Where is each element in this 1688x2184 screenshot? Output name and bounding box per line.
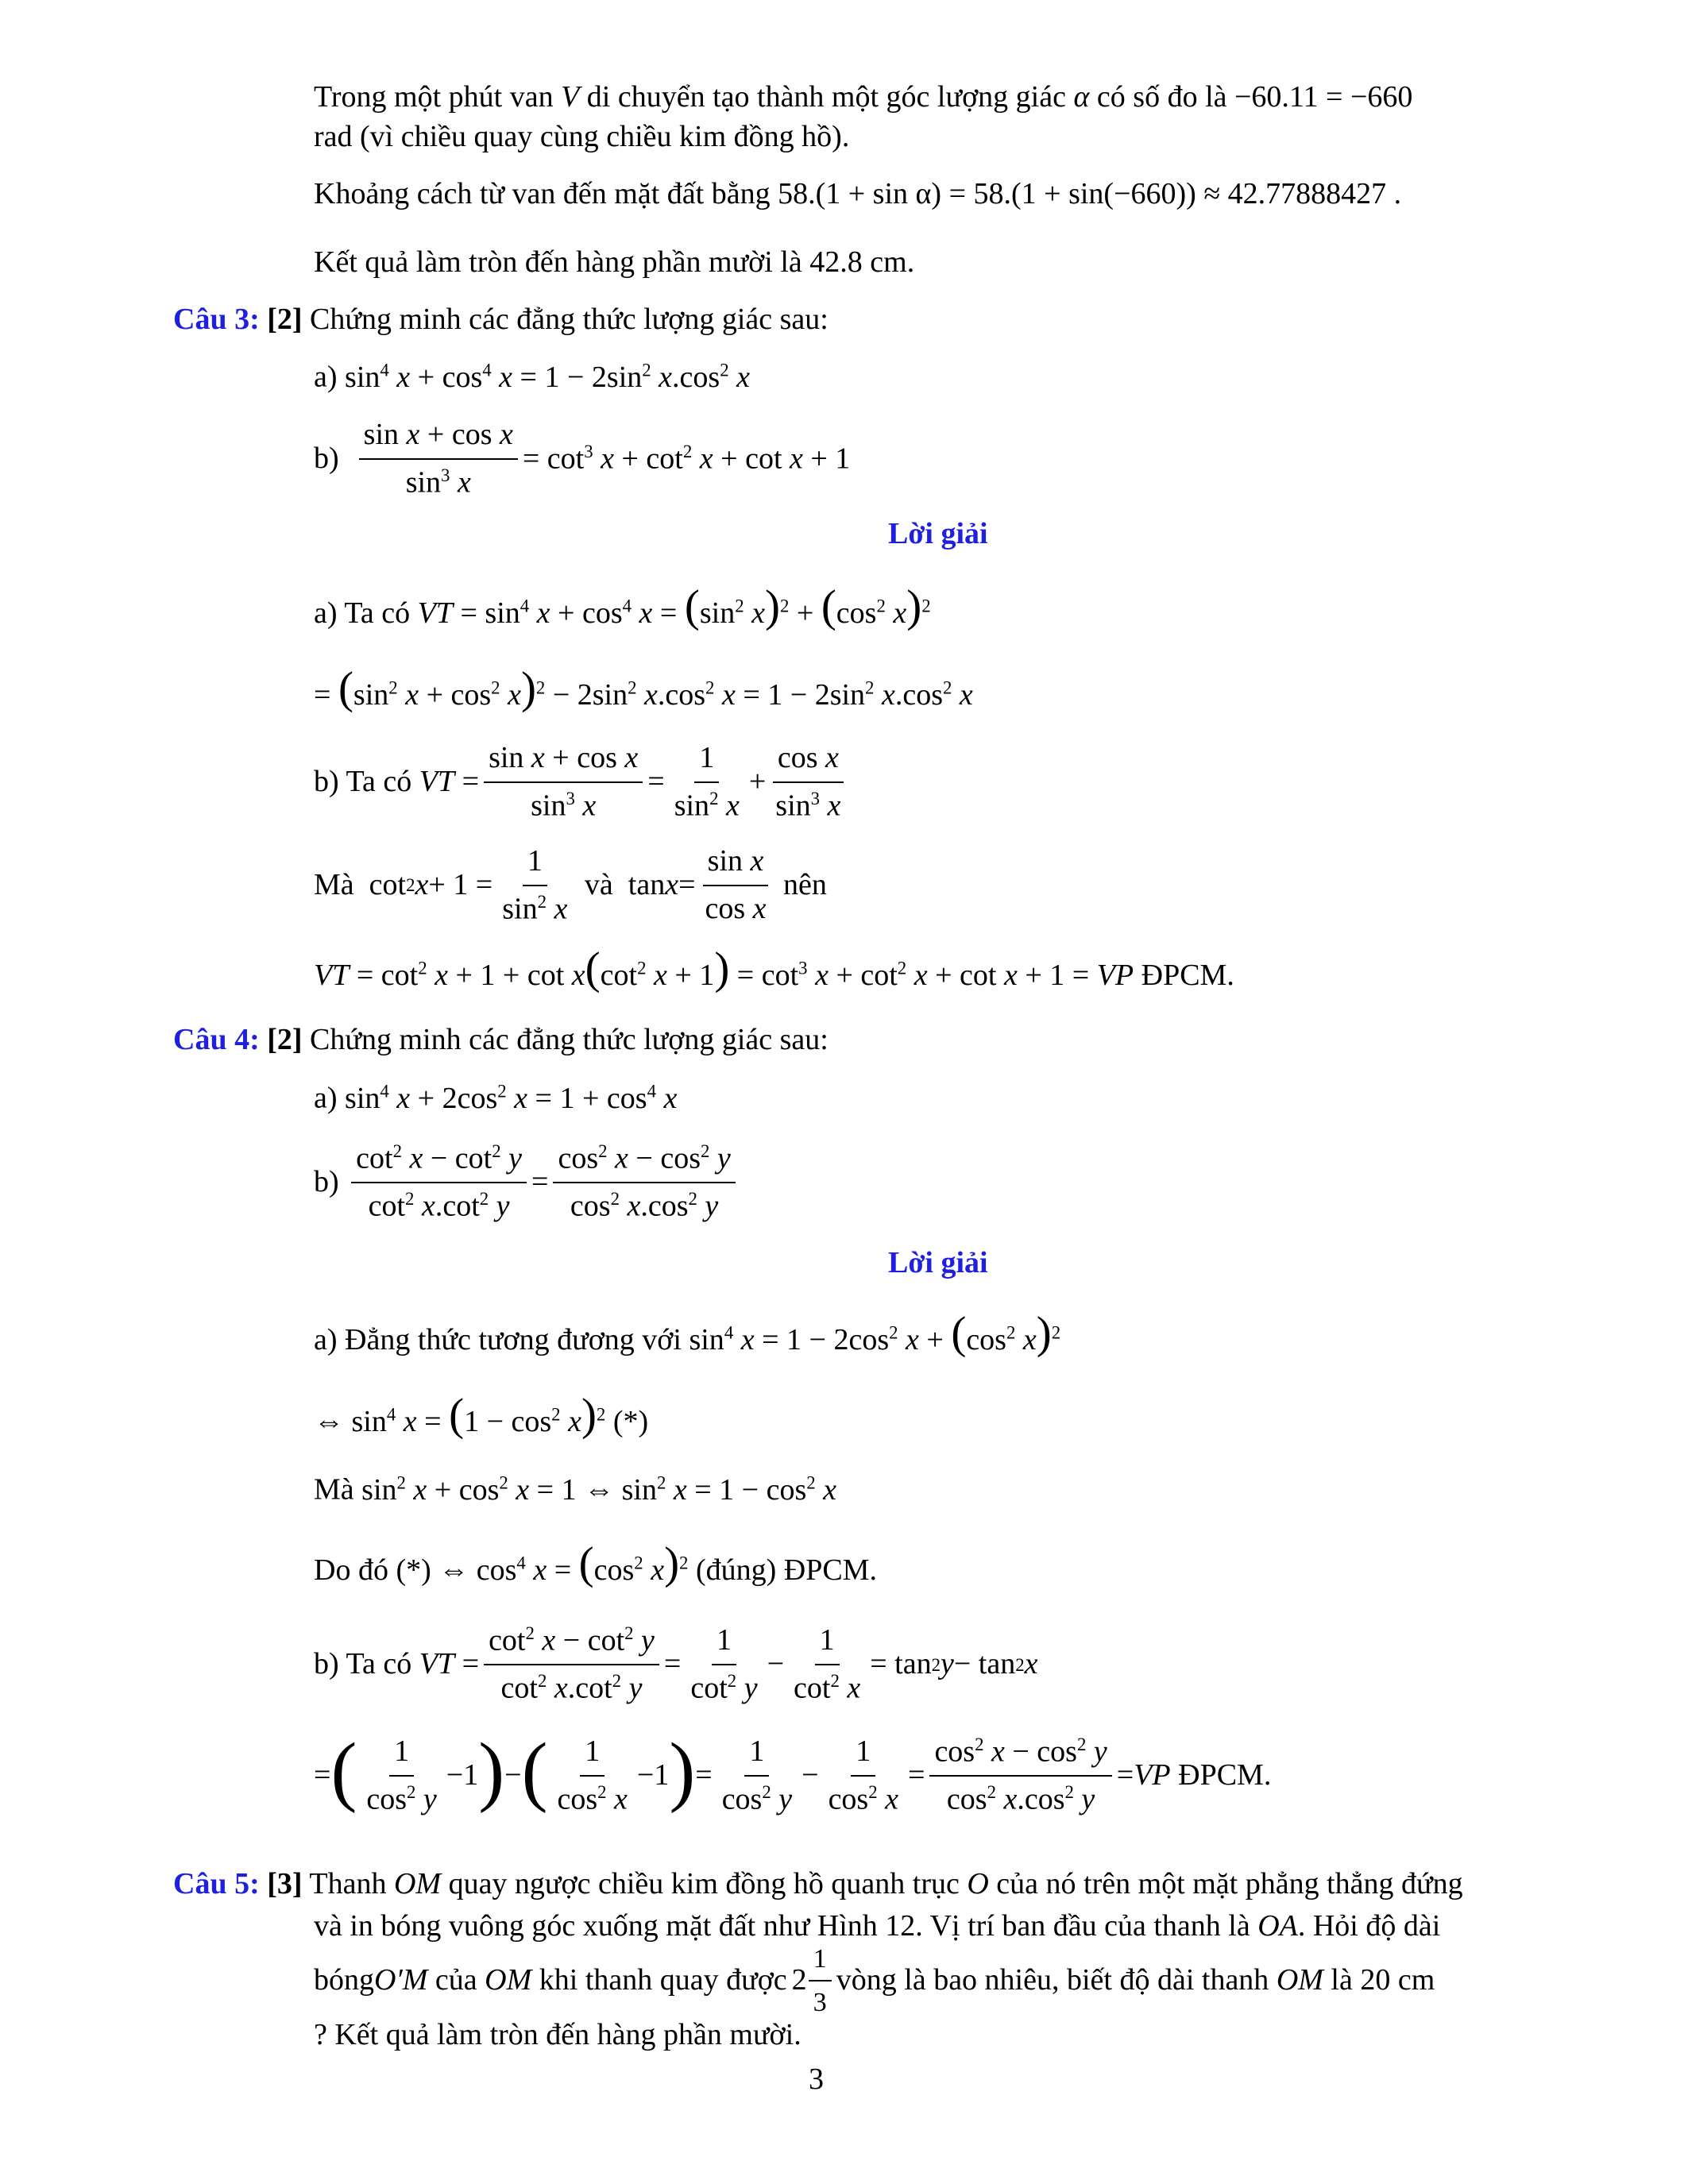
intro-line-4 xyxy=(314,245,914,281)
solution-text: b) Ta có xyxy=(314,1647,412,1681)
question-prompt: Chứng minh các đẳng thức lượng giác sau: xyxy=(310,303,829,336)
var-o-prime-m: O′M xyxy=(374,1963,428,1997)
question-label: Câu 3: xyxy=(173,303,260,336)
solution-heading: Lời giải xyxy=(888,1246,988,1279)
solution-text: Do đó (*) xyxy=(314,1553,431,1587)
question-5-line-1: Câu 5: [3] Thanh OM quay ngược chiều kim đồng hồ quanh trục O của nó trên một mặt phẳng thẳng đứng xyxy=(173,1867,1463,1900)
var-om: OM xyxy=(393,1867,442,1900)
question-label: Câu 5: xyxy=(173,1867,260,1900)
solution-4a-line-4 xyxy=(314,1538,877,1589)
item-label: a) xyxy=(314,1081,338,1115)
qed: ĐPCM. xyxy=(1178,1758,1272,1792)
var-o: O xyxy=(967,1867,989,1900)
var-oa: OA xyxy=(1257,1909,1298,1943)
intro-text: Kết quả làm tròn đến hàng phần mười là xyxy=(314,245,802,279)
distance-formula: 58.(1 + sin α) = 58.(1 + sin(−660)) ≈ 42.77888427 . xyxy=(778,177,1402,210)
solution-4a-line-3 xyxy=(314,1472,836,1508)
item-label: b) xyxy=(314,1165,339,1199)
item-label: b) xyxy=(314,442,339,476)
var-om: OM xyxy=(1276,1963,1323,1997)
qed: (đúng) ĐPCM. xyxy=(695,1553,877,1587)
identity-a: $\sin^4 x + \cos^4 x = 1 - 2\sin^2$ $x.\cos^2$ x xyxy=(345,360,750,394)
question-level: [2] xyxy=(267,1023,303,1056)
intro-line-2: rad (vì chiều quay cùng chiều kim đồng hồ). xyxy=(314,120,850,153)
solution-text: Mà xyxy=(314,1472,354,1507)
solution-3b-line-3 xyxy=(314,943,1234,994)
solution-3b-line-1: b) Ta có VT = $\frac{\text{sin x + cos x}}{\sin^3 x}$ = $\frac{1}{\sin^2 x}$ + $\frac{\text{cos x}}{\sin^3 x}$ xyxy=(314,740,850,824)
solution-text: a) Ta có xyxy=(314,596,411,630)
fraction: $\frac{\text{sin x + cos x}}{\sin^3 x}$ xyxy=(359,417,518,501)
solution-3b-line-2: Mà cot 2 x + 1 = $\frac{1}{\sin^2 x}$ và tan x = $\frac{\text{sin x}}{\text{cos x}}$ nên xyxy=(314,844,827,926)
math: ⇔ $\sin^4 x = (1 - \cos^2 x)^2$ xyxy=(314,1390,606,1440)
question-label: Câu 4: xyxy=(173,1023,260,1056)
solution-heading: Lời giải xyxy=(888,517,988,550)
identity-b-rhs: = $\cot^3 x + \cot^2 x + \cot x + 1$ xyxy=(522,441,851,476)
intro-line-1 xyxy=(314,79,1412,116)
var-om: OM xyxy=(485,1963,532,1997)
angle-value: −60.11 = −660 xyxy=(1234,80,1413,114)
qed: ĐPCM. xyxy=(1141,959,1234,992)
question-5-line-4: ? Kết quả làm tròn đến hàng phần mười. xyxy=(314,2018,802,2051)
var-alpha: α xyxy=(1073,80,1090,114)
mixed-number: 2 $\frac{1}{3}$ xyxy=(792,1943,832,2019)
solution-text: b) Ta có xyxy=(314,765,412,799)
intro-line-3 xyxy=(314,176,1401,213)
question-4-item-a xyxy=(314,1080,677,1117)
intro-text: Khoảng cách từ van đến mặt đất bằng xyxy=(314,177,771,210)
solution-4b-line-1: b) Ta có VT = $\frac{\cot^2 x - \cot^2 y}{\cot^2 x.\cot^2 y}$ = $\frac{1}{\cot^2 y}$ − $\frac{1}{\cot^2 x}$ = tan 2 y − tan 2 x xyxy=(314,1623,1038,1705)
intro-text: có số đo là xyxy=(1096,80,1227,114)
page-number: 3 xyxy=(809,2062,824,2096)
question-5-line-3: bóng O′M của OM khi thanh quay được 2 $\frac{1}{3}$ vòng là bao nhiêu, biết độ dài thanh OM là 20 cm xyxy=(314,1943,1435,2019)
math: $\sin^4 x = 1 - 2\cos^2$ $x + (\cos^2$ x)$^2$ xyxy=(689,1308,1061,1358)
solution-text: (*) xyxy=(612,1405,649,1438)
solution-3a-line-2 xyxy=(314,663,973,714)
solution-text: Mà xyxy=(314,868,354,902)
math: $\sin^2 x + \cos^2 x = 1$ ⇔ $\sin^2 x = 1 - \cos^2 x$ xyxy=(361,1472,837,1507)
question-3-item-a xyxy=(314,359,750,396)
question-3-item-b xyxy=(314,417,850,501)
solution-text: nên xyxy=(783,868,827,902)
solution-4a-line-1 xyxy=(314,1308,1061,1359)
solution-text: a) Đẳng thức tương đương với xyxy=(314,1323,682,1356)
intro-text: di chuyển tạo thành một góc lượng giác xyxy=(586,80,1066,114)
solution-3a-line-1 xyxy=(314,581,931,632)
var-v: V xyxy=(561,80,580,114)
question-4-item-b: b) $\frac{\cot^2 x - \cot^2 y}{\cot^2 x.\cot^2 y}$ = $\frac{\cos^2 x - \cos^2 y}{\cos^2 x.\cos^2 y}$ xyxy=(314,1140,740,1225)
identity-a: $\sin^4 x + 2\cos^2$ $x = 1 + \cos^4 x$ xyxy=(345,1081,678,1115)
math: VT = $\sin^4 x + \cos^4 x = (\sin^2$ $x)^2 + (\cos^2$ x)$^2$ xyxy=(417,581,931,631)
question-4 xyxy=(173,1022,829,1059)
solution-4b-line-2: = ( $\frac{1}{\cos^2 y}$ −1 ) − ( $\frac{1}{\cos^2 x}$ −1 ) = $\frac{1}{\cos^2 y}$ − $\frac{1}{\cos^2 x}$ = $\frac{\cos^2 x - \cos^2 y}{\cos^2 x.\cos^2 y}$ = VP ĐPCM. xyxy=(314,1727,1272,1816)
question-3 xyxy=(173,302,829,338)
question-prompt: Chứng minh các đẳng thức lượng giác sau: xyxy=(310,1023,829,1056)
question-level: [3] xyxy=(267,1867,303,1900)
solution-text: và xyxy=(584,868,613,902)
math: ⇔ $\cos^4 x = (\cos^2$ x)$^2$ xyxy=(438,1538,689,1588)
math: = ($\sin^2$ $x + \cos^2 x)^2 - 2\sin^2$ $x.\cos^2$ $x = 1 - 2\sin^2$ $x.\cos^2$ x xyxy=(314,663,973,713)
math: VT = $\cot^2 x + 1 + \cot x(\cot^2$ $x + 1) = \cot^3 x + \cot^2 x + \cot x + 1$ = VP xyxy=(314,943,1134,994)
item-label: a) xyxy=(314,360,338,394)
solution-4a-line-2 xyxy=(314,1390,649,1441)
rounded-result: 42.8 cm. xyxy=(809,245,915,279)
question-5-line-2: và in bóng vuông góc xuống mặt đất như Hình 12. Vị trí ban đầu của thanh là OA. Hỏi độ dài xyxy=(314,1909,1441,1943)
question-level: [2] xyxy=(267,303,303,336)
intro-text: Trong một phút van xyxy=(314,80,554,114)
